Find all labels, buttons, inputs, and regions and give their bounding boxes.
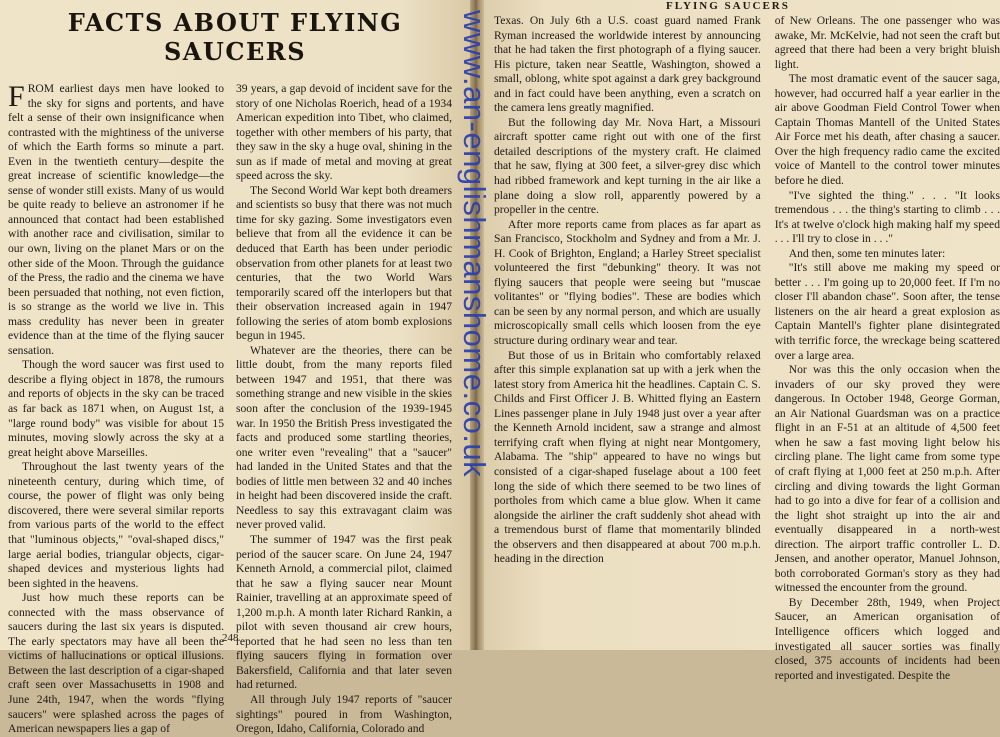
- paragraph: All through July 1947 reports of "saucer sightings" poured in from Washington, Oregon, Idaho, California, Colorado and: [236, 692, 452, 736]
- paragraph: "It's still above me making my speed or better . . . I'm going up to 20,000 feet. If I'm no closer I'll abandon chase". Soon after, the tense listeners on the air heard a great explosion as Captain Mantell's fighter plane disintegrated with terrific force, the wreckage being scattered over a large area.: [774, 261, 1000, 362]
- paragraph: Nor was this the only occasion when the invaders of our sky proved they were dangerous. In October 1948, George Gorman, an Air National Guardsman was on a practice flight in an F-51 at an altitude of 4,500 feet when he saw a fast moving light below his circling plane. The light came from some type of craft flying at 1,000 feet at 250 m.p.h. After circling and diving towards the light Gorman had to go into a dive for fear of a collision and the light shot straight up into the air and eventually disappeared in a north-west direction. The airport traffic controller L. D. Jensen, and another operator, Manuel Johnson, both corroborated Gorman's story as they had witnessed the encounter from the ground.: [774, 363, 1000, 595]
- running-header: FLYING SAUCERS: [666, 0, 790, 12]
- paragraph: Just how much these reports can be connected with the mass observance of saucers during the last six years is disputed. The early spectators may have all been the victims of hallucinations or optical illusions. Between the last description of a cigar-shaped craft seen over Massachusetts in 1908 and June 24th, 1947, when the words "flying saucers" were splashed across the pages of American newspapers lies a gap of: [8, 591, 224, 736]
- paragraph: But the following day Mr. Nova Hart, a Missouri aircraft spotter came right out with one of the first detailed descriptions of the mystery craft. He claimed that he saw, flying at 300 feet, a silver-grey disc which had ribbed framework and kept turning in the air like a plane doing a slow roll, apparently powered by a propeller in the centre.: [494, 115, 761, 217]
- paragraph: Though the word saucer was first used to describe a flying object in 1878, the rumours and reports of objects in the sky can be traced as far back as 1871 when, on August 1st, a "large round body" was visible for about 15 minutes, moving slowly across the sky at a great height above Marseilles.: [8, 358, 224, 459]
- right-page: [484, 0, 1000, 682]
- drop-cap: F: [8, 80, 25, 113]
- watermark-text: www.an-englishmanshome.co.uk: [457, 10, 492, 478]
- right-columns: [490, 14, 1000, 683]
- book-gutter: [470, 0, 484, 650]
- page-number: 248: [222, 632, 239, 644]
- paragraph: But those of us in Britain who comfortably relaxed after this simple explanation sat up with a jerk when the latest story from America hit the headlines. Captain C. S. Childs and First Officer J. B. Whitted flying an Eastern Lines passenger plane in July 1948 just over a year after the Kenneth Arnold incident, saw a strange and almost terrifying craft when flying at night near Montgomery, Alabama. The "ship" appeared to have no wings but consisted of a cigar-shaped fuselage about a 100 feet long the side of which there seemed to be two lines of portholes from which came a blue glow. When it came alongside the airliner the craft suddenly shot ahead with a tremendous burst of flame that momentarily blinded the observers and then disappeared at about 700 m.p.h. heading in the direction: [494, 348, 761, 566]
- right-column-2: [775, 14, 1000, 683]
- left-column-2: [236, 82, 452, 737]
- paragraph: After more reports came from places as far apart as San Francisco, Stockholm and Sydney and from a Mr. J. H. Cook of Brighton, England; a Harley Street specialist volunteered the first "debunking" theory. It was not flying saucers that people were seeing but "muscae volitantes" or "flying bodies". These are bodies which can be seen by any normal person, and which are usually microscopically small cells which loosen from the eye structure during ordinary wear and tear.: [494, 217, 761, 348]
- left-column-1: [8, 82, 224, 737]
- paragraph: Whatever are the theories, there can be little doubt, from the many reports filed between 1947 and 1951, that there was something strange and new visible in the skies soon after the conclusion of the 1939-1945 war. In 1950 the British Press investigated the facts and produced some startling theories, one writer even "revealing" that a "saucer" had landed in the United States and that the bodies of little men between 32 and 40 inches in height had been discovered inside the craft. Needless to say this extravagant claim was never proved valid.: [236, 343, 452, 532]
- article-title: FACTS ABOUT FLYING SAUCERS: [67, 8, 403, 66]
- paragraph: The most dramatic event of the saucer saga, however, had occurred half a year earlier in the air above Goodman Field Control Tower when Captain Thomas Mantell of the United States Air Force met his death, after chasing a saucer. Over the high frequency radio came the excited voice of Mantell to the control tower minutes before he died.: [774, 72, 1000, 188]
- paragraph: Throughout the last twenty years of the nineteenth century, during which time, of course, the power of flight was only being discovered, there were several similar reports from various parts of the world to the effect that "luminous objects," "oval-shaped discs," large aerial bodies, triangular objects, cigar-shaped devices and mysterious lights had been sighted in the heavens.: [8, 460, 224, 590]
- paragraph: By December 28th, 1949, when Project Saucer, an American organisation of Intelligence officers which logged and investigated all saucer sorties was finally closed, 375 accounts of incidents had been reported and investigated. Despite the: [774, 595, 1000, 682]
- paragraph: The summer of 1947 was the first peak period of the saucer scare. On June 24, 1947 Kenneth Arnold, a commercial pilot, claimed that he saw a flying saucer near Mount Rainier, travelling at an approximate speed of 1,200 m.p.h. A month later Richard Rankin, a pilot with seven thousand air crew hours, reported that he had seen no less than ten flying saucers flying in formation over Bakersfield, California and that later seven had returned.: [236, 532, 452, 692]
- paragraph: FROM earliest days men have looked to the sky for signs and portents, and have felt a sense of their own insignificance when contrasted with the mightiness of the universe of which the Earth forms so minute a part. Even in the twentieth century—despite the great increase of scientific knowledge—the sense of wonder still exists. Many of us would be quite ready to believe an astronomer if he announced that contact had been established with another race and civilisation, similar to our own, living on the planet Mars or on the other side of the Moon. Through the guidance of the Press, the radio and the cinema we have been persuaded that nothing, not even fiction, is so strange as the world we live in. This mass credulity has never been in greater evidence than at the time of the flying saucer sensation.: [8, 80, 224, 357]
- paragraph: And then, some ten minutes later:: [788, 246, 946, 260]
- right-column-1: [490, 14, 761, 683]
- paragraph: of New Orleans. The one passenger who was awake, Mr. McKelvie, had not seen the craft but agreed that there had been a very bright bluish light.: [774, 14, 1000, 71]
- paragraph: The Second World War kept both dreamers and scientists so busy that there was not much time for sky gazing. Some investigators even believe that from all the evidence it can be deduced that Earth has been under periodic observation from other planets for at least two centuries, that the two World Wars temporarily scared off the interlopers but that their observation increased again in 1947 following the series of atom bomb explosions begun in 1945.: [236, 183, 452, 343]
- paragraph: "I've sighted the thing." . . . "It looks tremendous . . . the thing's starting to climb . . . It's at twelve o'clock high making half my speed . . . I'll try to close in . . .": [774, 188, 1000, 246]
- paragraph: 39 years, a gap devoid of incident save for the story of one Nicholas Roerich, head of a 1934 American expedition into Tibet, who claimed, together with other members of his party, that they saw in the sky a huge oval, shining in the sun as if made of metal and moving at great speed across the sky.: [236, 82, 452, 183]
- left-page: [0, 0, 470, 736]
- paragraph: Texas. On July 6th a U.S. coast guard named Frank Ryman increased the worldwide interest by announcing that he had taken the first photograph of a flying saucer. His picture, taken near Seattle, Washington, showed a small, oblong, white spot against a dark grey background and in fact could have been anything, even a scratch on the camera lens greatly magnified.: [494, 14, 761, 115]
